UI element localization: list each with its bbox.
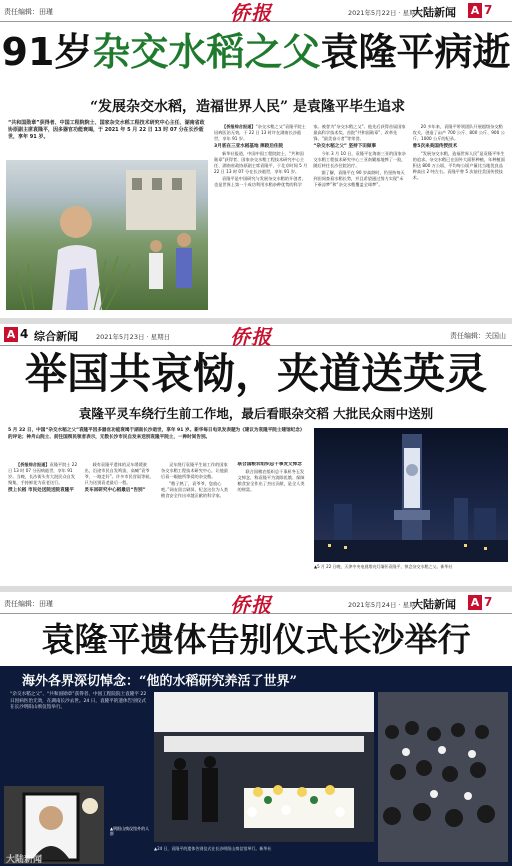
tower-night-photo — [314, 428, 508, 562]
subhead-citizens: 授上长稻 市民处送院送院袁隆平 — [8, 488, 74, 493]
issue-date: 2021年5月24日 · 星期一 — [348, 601, 423, 609]
subheadline: “发展杂交水稻，造福世界人民” 是袁隆平毕生追求 — [90, 99, 405, 115]
ceremony-caption: ▲24 日，袁隆平的遗体告别仪式在长沙明阳山殡仪馆举行。新华社 — [154, 846, 272, 851]
page-number: 7 — [484, 3, 493, 17]
left-caption: ▲明阳山殡仪馆外的人群 — [110, 826, 150, 836]
subheadline: 袁隆平灵车绕行生前工作地，最后看眼杂交稻 大批民众雨中送别 — [78, 406, 434, 421]
crowd-photo — [378, 692, 508, 862]
section-name: 大陆新闻 — [412, 598, 456, 611]
headline-part-age: 91岁 — [1, 30, 93, 74]
newspaper-page-1 — [0, 0, 512, 318]
headline — [0, 30, 512, 74]
page-header — [0, 0, 512, 25]
hall-scene — [154, 692, 374, 842]
ceremony-photo — [154, 692, 374, 842]
section-name: 大陆新闻 — [412, 6, 456, 19]
newspaper-page-3 — [0, 592, 512, 868]
subhead-usa: 曾5次来美国传授技术 — [412, 144, 458, 149]
crowd-scene — [378, 692, 508, 862]
headline-part-event: 袁隆平病逝 — [320, 30, 511, 74]
photo-caption: ▲5 月 22 日晚，天津中央电视塔亮灯缅怀袁隆平，悼念杂交水稻之父。新华社 — [314, 564, 453, 569]
dateline: 【侨报综合报道】 — [16, 462, 50, 467]
newspaper-page-2 — [0, 324, 512, 586]
page-header — [0, 324, 512, 349]
page-number: 4 — [20, 327, 29, 341]
page-header — [0, 592, 512, 617]
issue-date: 2021年5月23日 · 星期日 — [96, 333, 171, 341]
subhead-farewell: 灵车回研究中心稻最后“告别” — [84, 488, 146, 493]
newspaper-logo: 侨报 — [230, 325, 272, 349]
rice-field-scene — [6, 160, 208, 310]
page-letter: A — [468, 595, 482, 610]
newspaper-logo: 侨报 — [230, 593, 272, 617]
editor-credit: 责任编辑：田瑾 — [4, 600, 53, 608]
dateline: 【侨报综合报道】 — [222, 124, 256, 129]
lead-paragraph: “杂交水稻之父”、“共和国勋章”获得者、中国工程院院士袁隆平 22 日因病医治无效，在湖南长沙去世。24 日，袁隆平的遗体告别仪式在长沙明阳山殡仪馆举行。 — [10, 692, 147, 710]
headline-part-title: 杂交水稻之父 — [92, 30, 321, 74]
subhead-hospital: 3月底在三亚水稻基地 摔跤后住院 — [214, 144, 284, 149]
portrait-photo — [6, 160, 208, 310]
tv-tower-scene — [314, 428, 508, 562]
issue-date: 2021年5月22日 · 星期六 — [348, 9, 423, 17]
editor-credit: 责任编辑：田瑾 — [4, 8, 53, 16]
editor-credit: 责任编辑：关国山 — [450, 332, 506, 340]
page-number: 7 — [484, 595, 493, 609]
newspaper-logo: 侨报 — [230, 1, 272, 25]
subhead-fao: 联合国粮农组织总干事发文悼念 — [237, 462, 302, 467]
watermark-text: 大陆新闻 — [6, 855, 43, 865]
headline: 袁隆平遗体告别仪式长沙举行 — [41, 620, 471, 659]
page-letter: A — [468, 3, 482, 18]
page-letter: A — [4, 327, 18, 342]
article-body-2: 【侨报综合报道】袁隆平院士 22 日 13 时 07 分因病逝世，享年 91 岁。当晚，长沙街头有大批民众自发聚集，手持鲜花为袁老送行。 授上长稻 市民处送院送院袁隆平 载有袁隆平遗体的灵车缓缓驶出，沿途市民自发鸣笛，高喊“袁爷爷，一路走好”。许多市民冒雨等候，只为送别袁老最后一程。 灵车回研究中心稻最后“告别” 灵车绕行袁隆平生前工作的国家杂交水稻工程技术研究中心，让他最后看一眼他所挚爱的杂交稻。 “稻子熟了，袁爷爷，您放心吧。”网友留言刷屏，纪念这位为人类粮食安全作出卓越贡献的科学家。 联合国粮农组织总干事发文悼念 联合国粮农组织总干事屈冬玉发文悼念，称袁隆平为消除饥饿、保障粮食安全作出了杰出贡献，是全人类的财富。 — [8, 462, 308, 582]
subhead-banner — [0, 666, 512, 866]
headline: 举国共哀恸，夹道送英灵 — [24, 349, 487, 398]
subheadline: 海外各界深切悼念：“他的水稻研究养活了世界” — [22, 674, 297, 689]
section-name: 综合新闻 — [34, 330, 78, 343]
article-body-1: 【侨报综合报道】“杂交水稻之父”袁隆平院士因病医治无效，于 22 日 13 时许在湖南长沙逝世，享年 91 岁。 3月底在三亚水稻基地 摔跤后住院 新华社报道，中国中国工程院院士、“共和国勋章”获得者、国家杂交水稻工程技术研究中心主任、湖南省政协原副主席袁隆平，于北京时间 5 月 22 日 13 时 07 分在长沙逝世，享年 91 岁。 袁隆平是中国研究与发展杂交水稻的开创者，也是世界上第一个成功利用水稻杂种优势的科学家。被誉为“杂交水稻之父”。他先后获得首届国家最高科学技术奖、首批“共和国勋章”、改革先锋、“最美奋斗者”等荣誉。 “杂交水稻之父” 坚持下田做事 今年 3 月 10 日，袁隆平在海南三亚的国家杂交水稻工程技术研究中心三亚南繁基地摔了一跤，随后转往长沙住院治疗。 据了解，袁隆平在 90 岁高龄时，仍坚持每天到田间查看水稻长势，并且希望通过努力实现“禾下乘凉梦”和“杂交水稻覆盖全球梦”。 20 多年来，袁隆平带领团队开展超级杂交稻攻关，创造了亩产 700 公斤、800 公斤、900 公斤、1000 公斤的纪录。 曾5次来美国传授技术 “发展杂交水稻，造福世界人民”是袁隆平毕生的追求。杂交水稻已在国外大面积种植，年种植面积达 800 万公顷，平均每公顷产量比当地优良品种高出 2 吨左右。袁隆平曾 5 次前往美国传授技术。 — [214, 124, 505, 187]
lead-paragraph: “共和国勋章”获得者、中国工程院院士、国家杂交水稻工程技术研究中心主任、湖南省政协原副主席袁隆平，因多器官功能衰竭，于 2021 年 5 月 22 日 13 时 07 分在长沙逝世，享年 91 岁。 — [8, 120, 205, 140]
subhead-fieldwork: “杂交水稻之父” 坚持下田做事 — [313, 144, 377, 149]
lead-paragraph: 5 月 22 日，中国“杂交水稻之父”袁隆平因多器官功能衰竭于湖南长沙逝世，享年 91 岁。新华每日电讯发表题为《建议为袁隆平院士建馆纪念》的评论；神舟山院士、前往国殡民领者表示，无数长沙市民自发来送别袁隆平院士，一种时间告别。 — [8, 428, 305, 440]
